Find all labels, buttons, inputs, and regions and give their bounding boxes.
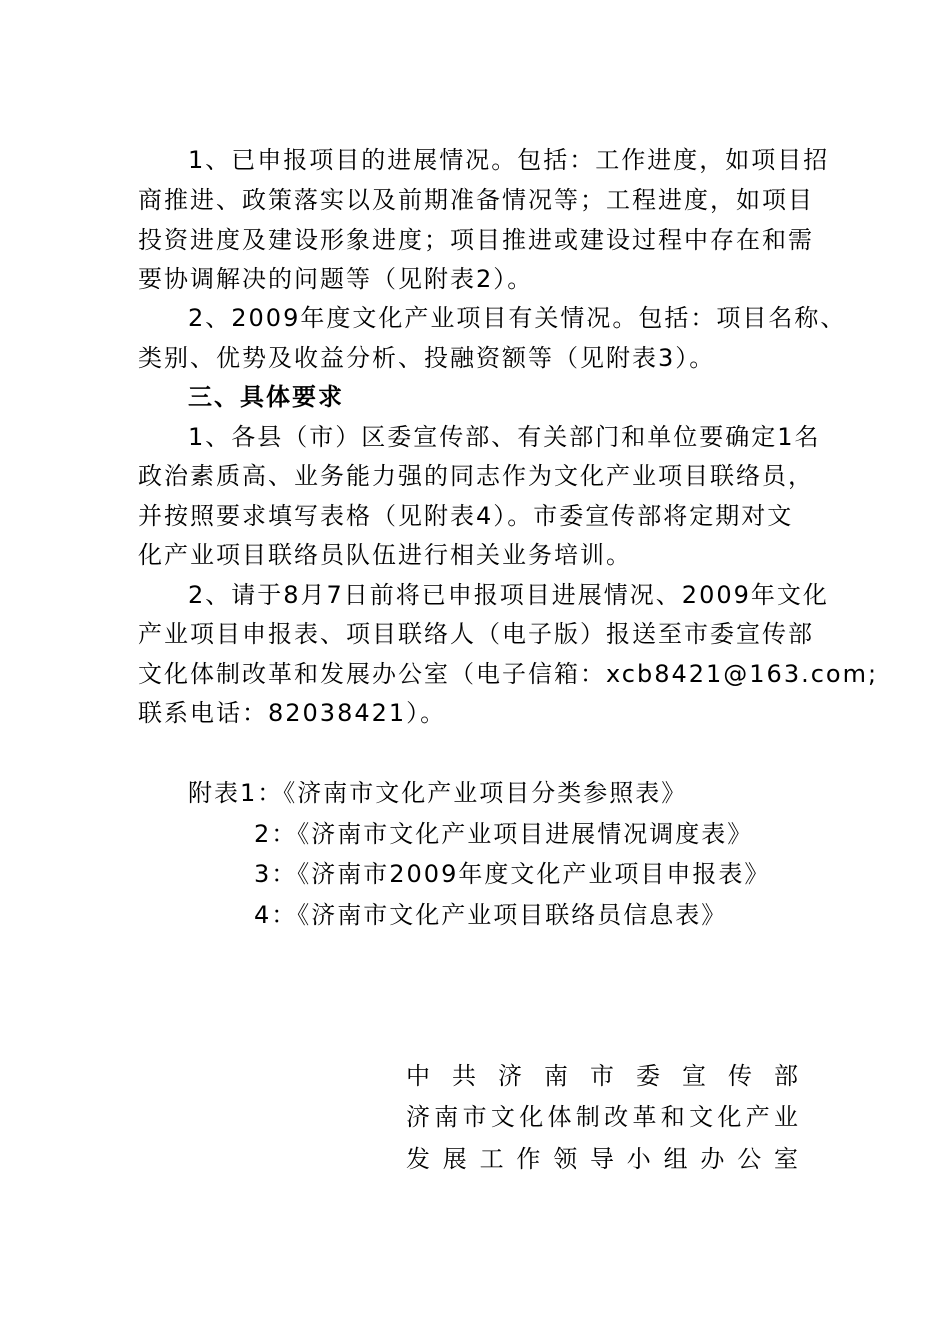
paragraph-3-line-4: 化产业项目联络员队伍进行相关业务培训。: [138, 541, 632, 569]
attachment-1: 附表1：《济南市文化产业项目分类参照表》: [188, 779, 688, 807]
signature-line-3: 发展工作领导小组办公室: [406, 1145, 798, 1173]
paragraph-2-line-1: 2、2009年度文化产业项目有关情况。包括：项目名称、: [188, 304, 847, 332]
paragraph-3-line-2: 政治素质高、业务能力强的同志作为文化产业项目联络员，: [138, 462, 814, 490]
paragraph-1-line-1: 1、已申报项目的进展情况。包括：工作进度，如项目招: [188, 146, 830, 174]
paragraph-1-line-2: 商推进、政策落实以及前期准备情况等；工程进度，如项目: [138, 186, 814, 214]
paragraph-2-line-2: 类别、优势及收益分析、投融资额等（见附表3）。: [138, 344, 716, 372]
paragraph-4-line-2: 产业项目申报表、项目联络人（电子版）报送至市委宣传部: [138, 620, 814, 648]
signature-line-1: 中共济南市委宣传部: [406, 1062, 798, 1090]
attachment-2: 2：《济南市文化产业项目进展情况调度表》: [254, 820, 754, 848]
paragraph-1-line-3: 投资进度及建设形象进度；项目推进或建设过程中存在和需: [138, 226, 814, 254]
paragraph-3-line-3: 并按照要求填写表格（见附表4）。市委宣传部将定期对文: [138, 502, 794, 530]
paragraph-1-line-4: 要协调解决的问题等（见附表2）。: [138, 265, 534, 293]
signature-line-2: 济南市文化体制改革和文化产业: [406, 1103, 798, 1131]
attachment-4: 4：《济南市文化产业项目联络员信息表》: [254, 901, 728, 929]
paragraph-4-line-4: 联系电话：82038421）。: [138, 699, 447, 727]
attachment-3: 3：《济南市2009年度文化产业项目申报表》: [254, 860, 771, 888]
section-heading-requirements: 三、具体要求: [188, 383, 344, 411]
paragraph-4-line-1: 2、请于8月7日前将已申报项目进展情况、2009年文化: [188, 581, 829, 609]
paragraph-4-line-3: 文化体制改革和发展办公室（电子信箱：xcb8421@163.com;: [138, 660, 879, 688]
paragraph-3-line-1: 1、各县（市）区委宣传部、有关部门和单位要确定1名: [188, 423, 821, 451]
